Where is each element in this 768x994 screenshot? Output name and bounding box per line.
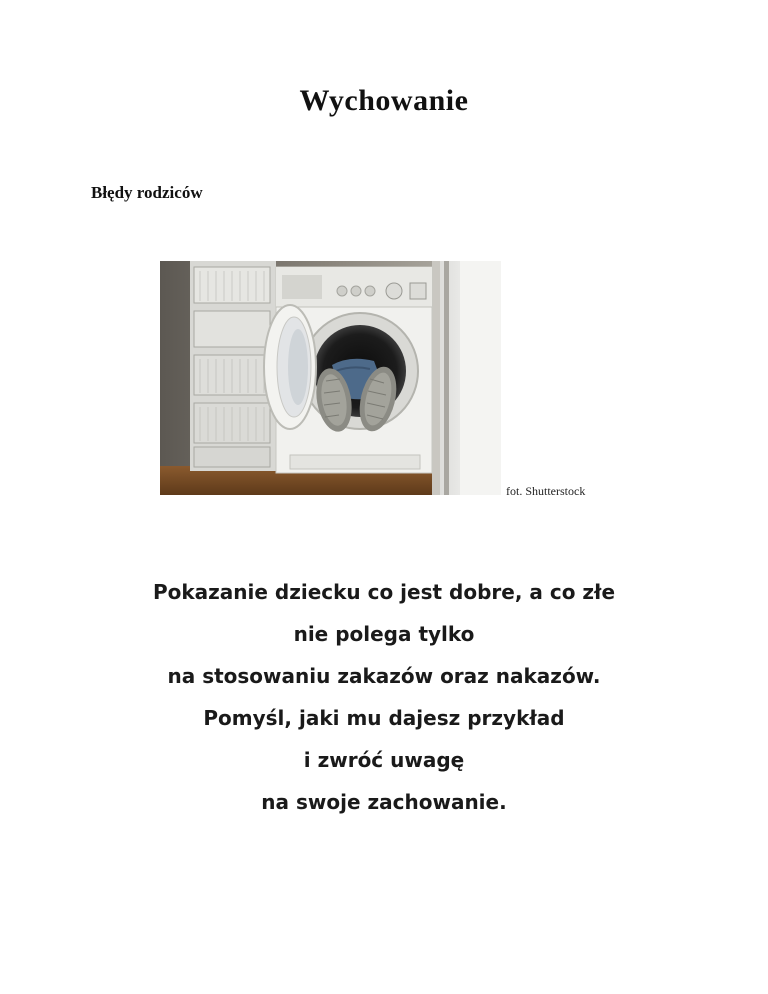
body-line: na stosowaniu zakazów oraz nakazów. [167, 664, 601, 688]
body-line: i zwróć uwagę [303, 748, 465, 772]
photo-washing-machine [160, 261, 501, 495]
section-heading: Błędy rodziców [91, 183, 203, 202]
body-line: na swoje zachowanie. [261, 790, 507, 814]
body-line: Pokazanie dziecku co jest dobre, a co złe [152, 580, 616, 604]
body-line: Pomyśl, jaki mu dajesz przykład [203, 706, 565, 730]
photo-credit: fot. Shutterstock [506, 484, 586, 498]
body-text [0, 571, 768, 823]
body-line: nie polega tylko [293, 622, 475, 646]
page-title: Wychowanie [299, 84, 469, 117]
